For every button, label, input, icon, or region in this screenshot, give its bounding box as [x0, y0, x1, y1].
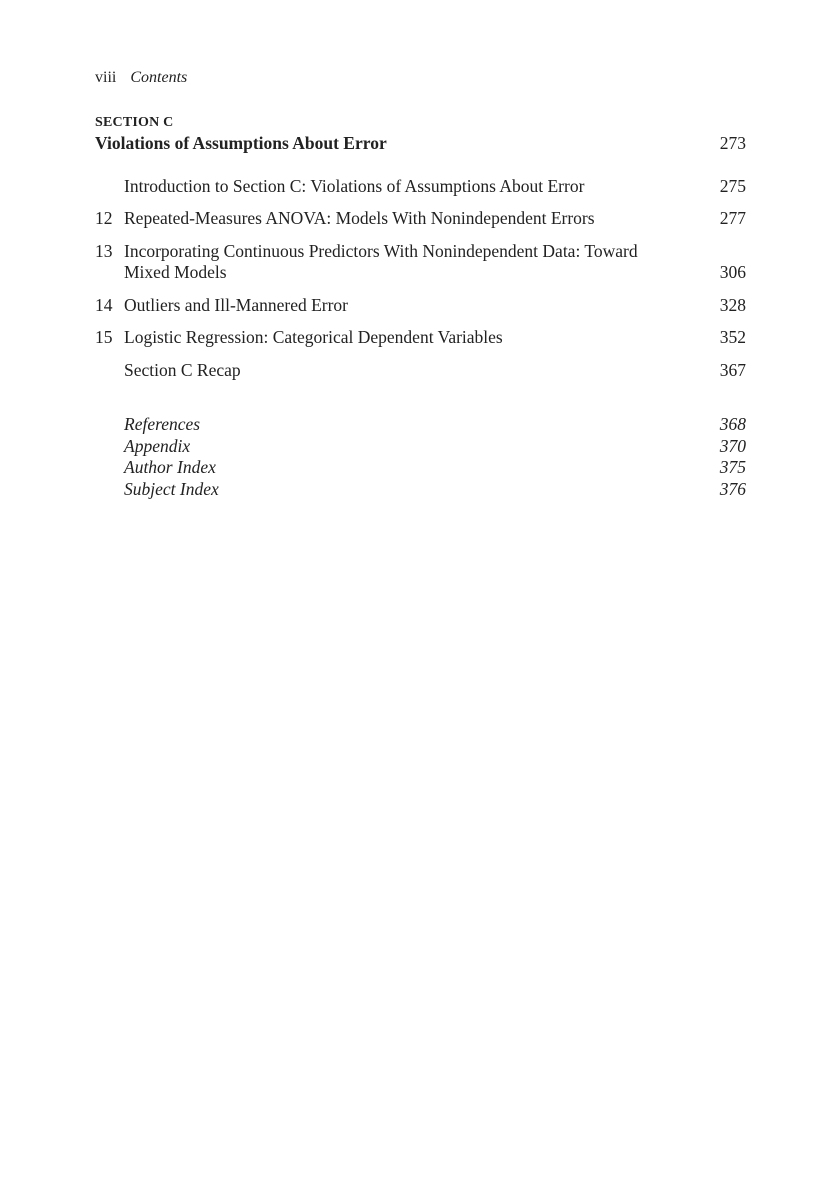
- back-matter-page-number: 368: [719, 414, 746, 434]
- chapter-title: Logistic Regression: Categorical Dependent Variables: [124, 327, 503, 347]
- toc-entry-chapter-14[interactable]: [95, 295, 746, 316]
- chapter-page-number: 367: [719, 360, 746, 380]
- back-matter-title: Author Index: [124, 457, 216, 477]
- toc-entry-chapter-13[interactable]: [95, 241, 746, 283]
- chapter-title: Introduction to Section C: Violations of Assumptions About Error: [124, 176, 585, 196]
- back-matter-title: Appendix: [124, 436, 191, 456]
- chapter-page-number: 328: [719, 295, 746, 315]
- toc-entry-section-recap[interactable]: [95, 360, 746, 381]
- section-label: SECTION C: [95, 115, 174, 130]
- chapter-page-number: 306: [719, 262, 746, 282]
- toc-entry-subject-index[interactable]: [124, 479, 746, 500]
- back-matter-page-number: 375: [719, 457, 746, 477]
- chapter-title: Repeated-Measures ANOVA: Models With Nonindependent Errors: [124, 208, 595, 228]
- running-head: [95, 68, 187, 88]
- back-matter-title: References: [124, 414, 201, 434]
- toc-entry-appendix[interactable]: [124, 436, 746, 457]
- chapter-title: Section C Recap: [124, 360, 241, 380]
- chapter-number: 12: [95, 208, 113, 228]
- chapter-title: Incorporating Continuous Predictors With Nonindependent Data: Toward Mixed Models: [124, 241, 638, 282]
- section-page-number: 273: [719, 133, 746, 153]
- section-heading: [95, 132, 746, 154]
- chapter-number: 14: [95, 295, 113, 315]
- toc-entry-introduction[interactable]: [95, 176, 746, 197]
- section-title: Violations of Assumptions About Error: [95, 133, 387, 153]
- back-matter-page-number: 370: [719, 436, 746, 456]
- running-title: Contents: [130, 69, 188, 86]
- toc-entry-author-index[interactable]: [124, 457, 746, 478]
- chapter-number: 13: [95, 241, 113, 261]
- chapter-page-number: 275: [719, 176, 746, 196]
- toc-entry-chapter-12[interactable]: [95, 208, 746, 229]
- back-matter-page-number: 376: [719, 479, 746, 499]
- toc-entry-references[interactable]: [124, 414, 746, 435]
- back-matter-title: Subject Index: [124, 479, 219, 499]
- chapter-page-number: 277: [719, 208, 746, 228]
- chapter-title: Outliers and Ill-Mannered Error: [124, 295, 349, 315]
- page-number: viii: [95, 69, 117, 86]
- chapter-number: 15: [95, 327, 113, 347]
- toc-entry-chapter-15[interactable]: [95, 327, 746, 348]
- chapter-page-number: 352: [719, 327, 746, 347]
